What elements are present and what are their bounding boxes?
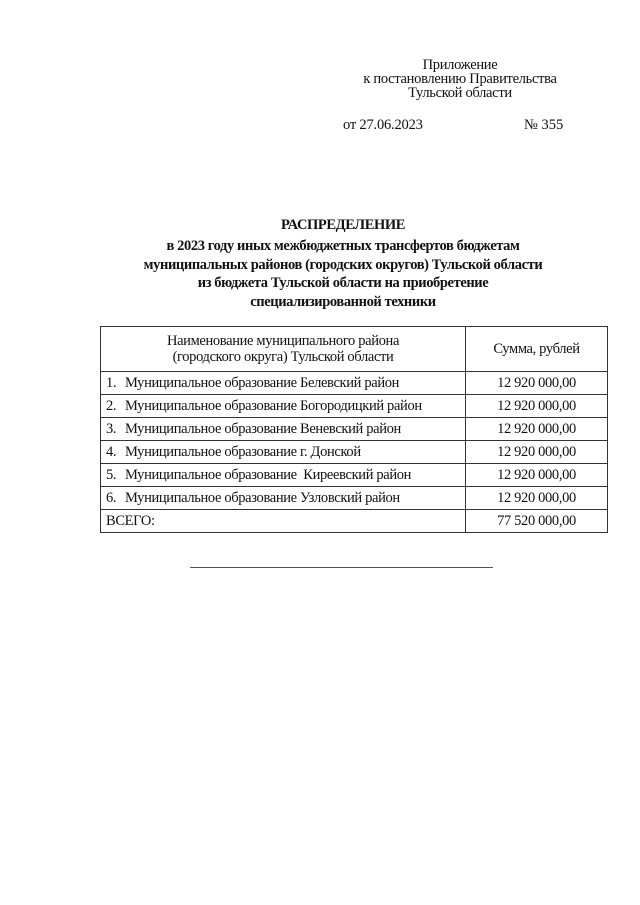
appendix-block [340, 58, 580, 100]
row-sum: 12 920 000,00 [466, 395, 608, 418]
table-header-row [101, 327, 608, 372]
table-row [101, 418, 608, 441]
closing-divider [190, 567, 493, 568]
row-name: Муниципальное образование Богородицкий район [125, 397, 422, 414]
total-label: ВСЕГО: [101, 510, 466, 533]
header-line: Наименование муниципального района [166, 333, 400, 349]
row-name: Муниципальное образование Узловский район [125, 489, 400, 506]
row-index: 5. [106, 466, 117, 483]
row-index: 4. [106, 443, 117, 460]
appendix-line: Приложение [422, 57, 498, 73]
document-title [60, 213, 626, 311]
table-total-row [101, 510, 608, 533]
appendix-line: к постановлению Правительства [363, 71, 557, 87]
row-index: 1. [106, 374, 117, 391]
title-line: в 2023 году иных межбюджетных трансфертов бюджетам [166, 238, 520, 254]
title-line: специализированной техники [250, 293, 436, 310]
table-row [101, 441, 608, 464]
row-sum: 12 920 000,00 [466, 418, 608, 441]
table-row [101, 464, 608, 487]
column-header-name [101, 327, 466, 372]
title-heading: РАСПРЕДЕЛЕНИЕ [281, 217, 405, 233]
distribution-table [100, 326, 608, 533]
appendix-line: Тульской области [408, 85, 512, 101]
row-sum: 12 920 000,00 [466, 441, 608, 464]
row-sum: 12 920 000,00 [466, 372, 608, 395]
row-index: 2. [106, 397, 117, 414]
title-line: муниципальных районов (городских округов) Тульской области [143, 256, 543, 273]
resolution-date: от 27.06.2023 [343, 117, 423, 133]
column-header-sum: Сумма, рублей [466, 327, 608, 372]
row-name: Муниципальное образование Веневский район [125, 420, 401, 437]
table-row [101, 395, 608, 418]
row-sum: 12 920 000,00 [466, 464, 608, 487]
table-row [101, 372, 608, 395]
table-row [101, 487, 608, 510]
row-name: Муниципальное образование Киреевский район [125, 466, 412, 483]
row-index: 6. [106, 489, 117, 506]
row-name: Муниципальное образование Белевский район [125, 374, 400, 391]
row-sum: 12 920 000,00 [466, 487, 608, 510]
title-line: из бюджета Тульской области на приобретение [197, 275, 489, 291]
total-sum: 77 520 000,00 [466, 510, 608, 533]
resolution-number: № 355 [524, 117, 564, 133]
row-name: Муниципальное образование г. Донской [125, 443, 361, 460]
row-index: 3. [106, 420, 117, 437]
header-line: (городского округа) Тульской области [172, 349, 394, 365]
